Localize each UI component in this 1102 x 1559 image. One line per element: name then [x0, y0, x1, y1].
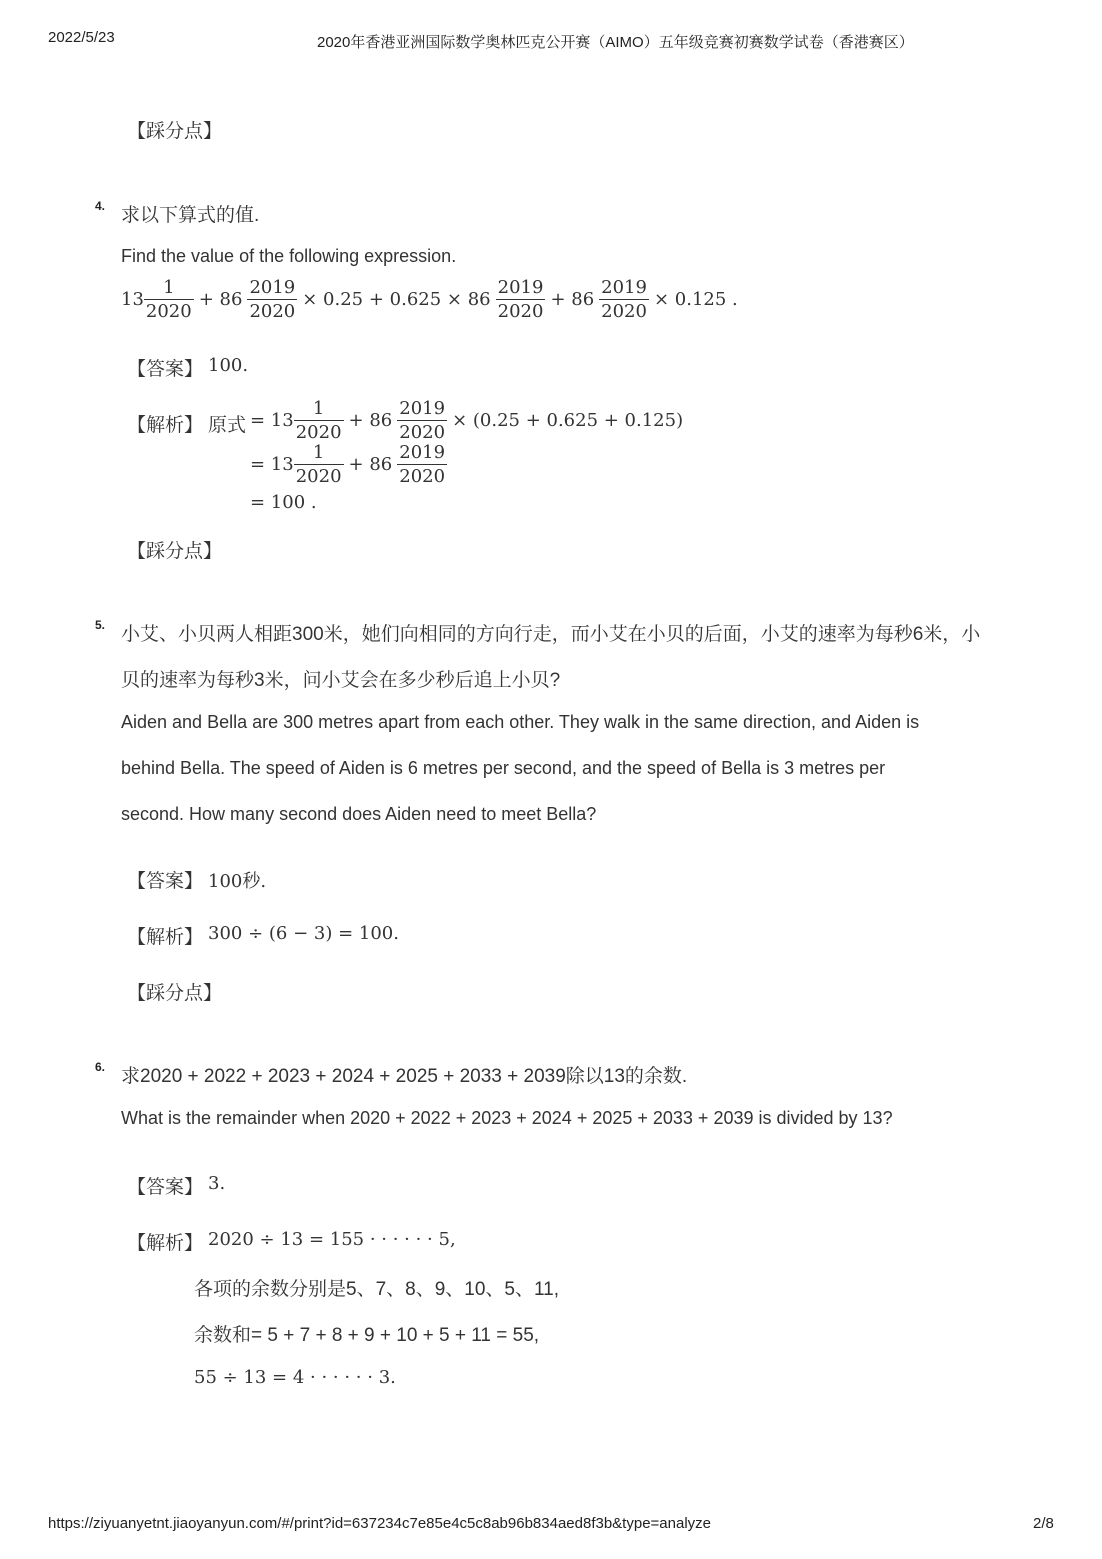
numerator: 2019	[249, 277, 296, 298]
question-text-en: second. How many second does Aiden need to meet Bella?	[121, 804, 597, 824]
scoring-label: 【踩分点】	[127, 983, 223, 1004]
answer-label: 【答案】	[127, 1177, 204, 1198]
question-text-en: behind Bella. The speed of Aiden is 6 metres per second, and the speed of Bella is 3 metres per	[121, 758, 886, 778]
math-term: + 86	[198, 289, 243, 310]
question-text-en: Find the value of the following expression.	[121, 246, 457, 266]
question-text-cn: 求以下算式的值.	[121, 205, 260, 226]
fraction	[496, 276, 546, 323]
numerator: 2019	[399, 442, 446, 463]
numerator: 1	[312, 398, 325, 419]
math-term: × (0.25 + 0.625 + 0.125)	[452, 410, 684, 431]
math-term: = 13	[250, 454, 294, 475]
answer-label: 【答案】	[127, 871, 204, 892]
question-text-cn: 求2020 + 2022 + 2023 + 2024 + 2025 + 2033 + 2039除以13的余数.	[121, 1066, 688, 1087]
math-term: × 0.125 .	[653, 289, 738, 310]
fraction	[294, 397, 344, 444]
analysis-label: 【解析】	[127, 415, 204, 436]
question-text-en: What is the remainder when 2020 + 2022 + 2023 + 2024 + 2025 + 2033 + 2039 is divided by 13?	[121, 1108, 893, 1128]
question-number: 5.	[95, 618, 106, 632]
answer-value: 100.	[208, 355, 249, 376]
numerator: 1	[163, 277, 175, 298]
analysis-original-expression: 原式	[208, 415, 247, 436]
denominator: 2020	[497, 301, 544, 322]
answer-value: 3.	[208, 1173, 226, 1194]
analysis-line-3: = 100 .	[250, 492, 317, 513]
denominator: 2020	[399, 422, 446, 443]
numerator: 2019	[497, 277, 544, 298]
analysis-line-1	[250, 397, 688, 444]
q4-expression	[121, 276, 743, 323]
scoring-label: 【踩分点】	[127, 121, 223, 142]
math-term: = 13	[250, 410, 294, 431]
question-text-cn: 小艾、小贝两人相距300米，她们向相同的方向行走，而小艾在小贝的后面，小艾的速率为每秒6米，小	[121, 624, 981, 645]
analysis-line-1: 2020 ÷ 13 = 155 · · · · · · 5,	[208, 1229, 456, 1250]
answer-label: 【答案】	[127, 359, 204, 380]
analysis-label: 【解析】	[127, 1233, 204, 1254]
fraction	[397, 441, 447, 488]
question-number: 4.	[95, 199, 106, 213]
fraction	[247, 276, 297, 323]
analysis-line-3: 余数和= 5 + 7 + 8 + 9 + 10 + 5 + 11 = 55,	[194, 1325, 540, 1346]
question-text-cn: 贝的速率为每秒3米，问小艾会在多少秒后追上小贝?	[121, 670, 561, 691]
analysis-line-2: 各项的余数分别是5、7、8、9、10、5、11,	[194, 1279, 559, 1300]
question-number: 6.	[95, 1060, 106, 1074]
scoring-label: 【踩分点】	[127, 541, 223, 562]
math-term: + 86	[348, 410, 393, 431]
denominator: 2020	[295, 422, 342, 443]
math-term: + 86	[348, 454, 393, 475]
denominator: 2020	[399, 466, 446, 487]
math-term: + 86	[550, 289, 595, 310]
denominator: 2020	[601, 301, 647, 322]
print-date: 2022/5/23	[48, 29, 115, 46]
page-number: 2/8	[1033, 1515, 1054, 1532]
document-title: 2020年香港亚洲国际数学奥林匹克公开赛（AIMO）五年级竞赛初赛数学试卷（香港赛区）	[317, 34, 914, 51]
numerator: 2019	[601, 277, 647, 298]
fraction	[599, 276, 649, 323]
analysis-line-4: 55 ÷ 13 = 4 · · · · · · 3.	[194, 1367, 396, 1388]
math-term: 13	[121, 289, 144, 310]
math-term: × 0.25 + 0.625 × 86	[302, 289, 491, 310]
fraction	[294, 441, 344, 488]
numerator: 2019	[399, 398, 446, 419]
denominator: 2020	[249, 301, 296, 322]
denominator: 2020	[295, 466, 342, 487]
analysis-label: 【解析】	[127, 927, 204, 948]
numerator: 1	[312, 442, 325, 463]
analysis-line-2	[250, 441, 447, 488]
fraction	[397, 397, 447, 444]
page-url: https://ziyuanyetnt.jiaoyanyun.com/#/print?id=637234c7e85e4c5c8ab96b834aed8f3b&type=analyze	[48, 1515, 711, 1532]
question-text-en: Aiden and Bella are 300 metres apart from each other. They walk in the same direction, and Aiden is	[121, 712, 920, 732]
denominator: 2020	[145, 301, 192, 322]
answer-value: 100秒.	[208, 871, 267, 892]
fraction	[144, 276, 194, 323]
analysis-text: 300 ÷ (6 − 3) = 100.	[208, 923, 399, 944]
